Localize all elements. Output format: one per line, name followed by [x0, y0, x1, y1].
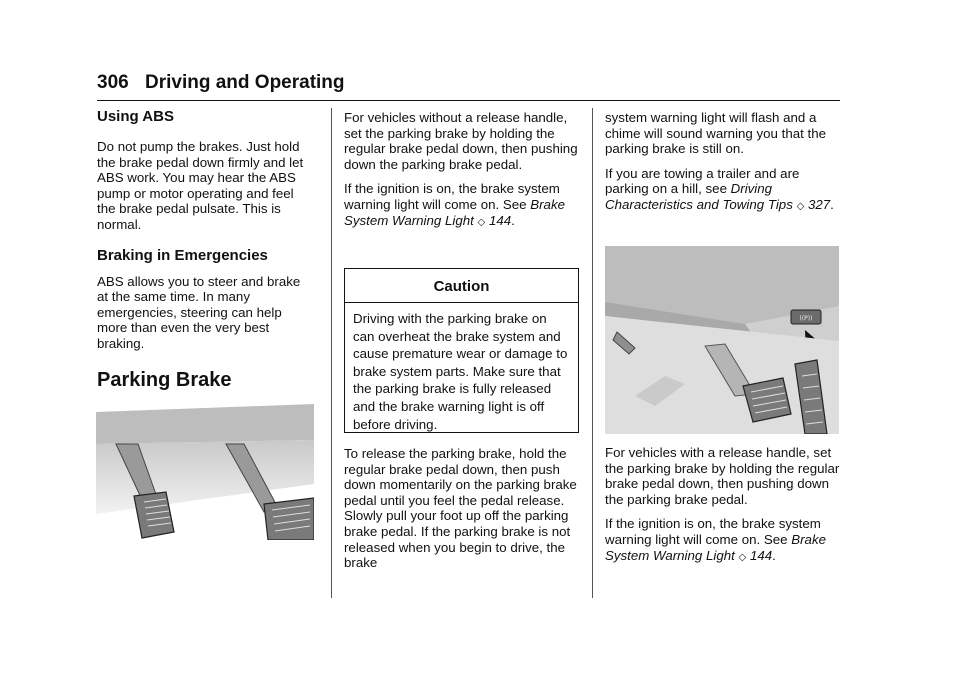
page-ref-icon: ◇: [738, 551, 747, 563]
page-header: [97, 72, 840, 101]
column-divider: [331, 108, 332, 598]
pedals-illustration: [96, 404, 314, 540]
svg-text:((P)): ((P)): [799, 315, 813, 322]
column-divider: [592, 108, 593, 598]
column-2: [344, 110, 580, 230]
brake-warning-link[interactable]: Brake System Warning Light: [344, 196, 565, 228]
no-release-handle-paragraph: For vehicles without a release handle, set the parking brake by holding the regular brake pedal down, then pushing down the parking brake pedal.: [344, 110, 578, 172]
caution-title: Caution: [345, 269, 578, 303]
abs-paragraph: Do not pump the brakes. Just hold the brake pedal down firmly and let ABS work. You may hear the ABS pump or motor operating and feel the brake pedal pulsate. This is normal.: [97, 139, 304, 232]
towing-paragraph: If you are towing a trailer and are parking on a hill, see Driving Characteristics and Towing Tips ◇ 327.: [605, 165, 834, 212]
column-2-lower: [344, 446, 580, 571]
caution-text: Driving with the parking brake on can overheat the brake system and cause premature wear or damage to brake system parts. Make sure that the parking brake is fully released and the brake warning light is off before driving.: [353, 311, 568, 432]
page-ref-icon: ◇: [477, 216, 486, 228]
abs-heading: Using ABS: [97, 108, 174, 125]
page-ref-icon: ◇: [796, 200, 805, 212]
towing-tips-link[interactable]: Driving Characteristics and Towing Tips: [605, 181, 793, 212]
emergencies-paragraph: ABS allows you to steer and brake at the same time. In many emergencies, steering can help more than even the very best braking.: [97, 273, 301, 351]
ignition-paragraph: If the ignition is on, the brake system warning light will come on. See Brake System Warning Light ◇ 144.: [344, 181, 565, 228]
column-3: [605, 110, 841, 215]
release-paragraph: To release the parking brake, hold the regular brake pedal down, then push down momentarily on the parking brake pedal until you feel the pedal release. Slowly pull your foot up off the parking brake pedal. If the parking brake is not released when you begin to drive, the brake: [344, 446, 577, 571]
parking-brake-heading: Parking Brake: [97, 368, 232, 391]
page-ref-number[interactable]: 327: [807, 196, 831, 212]
page-ref-number[interactable]: 144: [488, 212, 512, 228]
column-3-lower: [605, 445, 841, 565]
with-release-handle-paragraph: For vehicles with a release handle, set the parking brake by holding the regular brake pedal down, then pushing down the parking brake pedal.: [605, 445, 840, 507]
page-number: 306: [97, 72, 129, 93]
section-title: Driving and Operating: [145, 72, 345, 93]
column-1: [97, 108, 315, 392]
caution-box: [344, 268, 579, 433]
page-ref-number[interactable]: 144: [749, 547, 773, 563]
warning-flash-paragraph: system warning light will flash and a chime will sound warning you that the parking brake is still on.: [605, 110, 826, 157]
brake-warning-link-2[interactable]: Brake System Warning Light: [605, 531, 826, 563]
emergencies-heading: Braking in Emergencies: [97, 246, 268, 264]
release-handle-illustration: [605, 246, 839, 434]
ignition-paragraph-2: If the ignition is on, the brake system warning light will come on. See Brake System Warning Light ◇ 144.: [605, 516, 826, 563]
